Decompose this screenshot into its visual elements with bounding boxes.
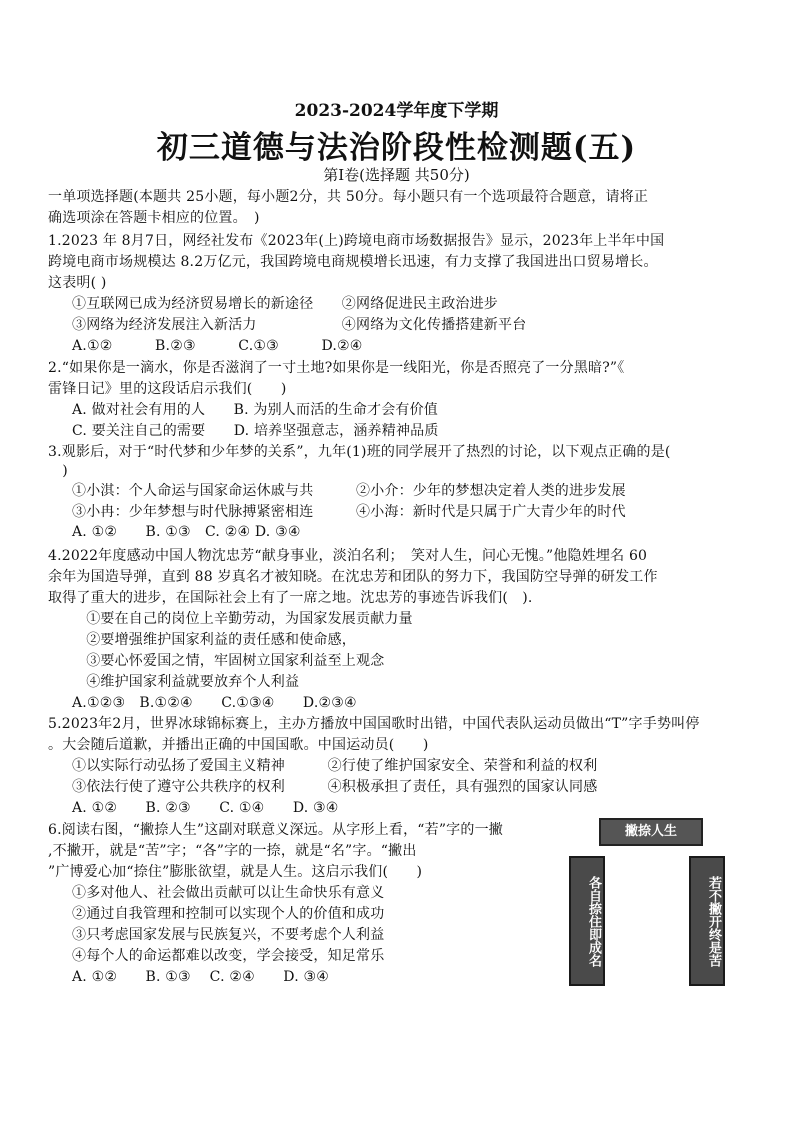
q3-stem-2: ) xyxy=(48,463,68,479)
q6-item-4: ④每个人的命运都难以改变，学会接受，知足常乐 xyxy=(72,948,385,964)
instructions-line-2: 确选项涂在答题卡相应的位置。 ) xyxy=(48,210,260,226)
q3-option-line-2: ③小冉：少年梦想与时代脉搏紧密相连 ④小海：新时代是只属于广大青少年的时代 xyxy=(72,504,626,520)
q2-option-line-2: C. 要关注自己的需要 D. 培养坚强意志，涵养精神品质 xyxy=(72,423,439,439)
q1-option-line-1: ①互联网已成为经济贸易增长的新途径 ②网络促进民主政治进步 xyxy=(72,296,498,312)
q4-item-3: ③要心怀爱国之情，牢固树立国家利益至上观念 xyxy=(72,653,385,669)
q4-item-4: ④维护国家利益就要放弃个人利益 xyxy=(72,674,300,690)
q5-option-line-2: ③依法行使了遵守公共秩序的权利 ④积极承担了责任，具有强烈的国家认同感 xyxy=(72,779,598,795)
part-heading: 第Ⅰ卷(选择题 共50分) xyxy=(323,166,470,184)
couplet-banner: 撇捺人生 xyxy=(599,818,703,846)
q6-item-3: ③只考虑国家发展与民族复兴，不要考虑个人利益 xyxy=(72,927,385,943)
q4-item-2: ②要增强维护国家利益的责任感和使命感， xyxy=(72,632,356,648)
q6-stem-1: 6.阅读右图，“撇捺人生”这副对联意义深远。从字形上看，“若”字的一撇 xyxy=(48,822,503,838)
q2-stem-1: 2.“如果你是一滴水，你是否滋润了一寸土地?如果你是一线阳光，你是否照亮了一分黑暗?”《 xyxy=(48,360,625,376)
q1-stem-2: 跨境电商市场规模达 8.2万亿元，我国跨境电商规模增长迅速，有力支撑了我国进出口贸易增长。 xyxy=(48,254,658,270)
q6-stem-3: ”广博爱心加“捺住”膨胀欲望，就是人生。这启示我们( ) xyxy=(48,864,423,880)
q2-option-line-1: A. 做对社会有用的人 B. 为别人而活的生命才会有价值 xyxy=(72,402,438,418)
q3-answers: A. ①② B. ①③ C. ②④ D. ③④ xyxy=(72,524,301,540)
q5-stem-2: 。大会随后道歉，并播出正确的中国国歌。中国运动员( ) xyxy=(48,737,429,753)
q5-stem-1: 5.2023年2月，世界冰球锦标赛上，主办方播放中国国歌时出错，中国代表队运动员做出“T”字手势叫停 xyxy=(48,716,700,732)
q1-answers: A.①② B.②③ C.①③ D.②④ xyxy=(72,338,363,354)
q6-stem-2: ,不撇开，就是“苦”字；“各”字的一捺，就是“名”字。“撇出 xyxy=(48,843,417,859)
couplet-figure xyxy=(563,812,733,992)
q6-item-2: ②通过自我管理和控制可以实现个人的价值和成功 xyxy=(72,906,385,922)
q4-stem-3: 取得了重大的进步，在国际社会上有了一席之地。沈忠芳的事迹告诉我们( ). xyxy=(48,590,533,606)
q4-stem-1: 4.2022年度感动中国人物沈忠芳“献身事业，淡泊名利； 笑对人生，问心无愧。”他隐姓埋名 60 xyxy=(48,548,648,564)
q2-stem-2: 雷锋日记》里的这段话启示我们( ) xyxy=(48,381,287,397)
q1-stem-3: 这表明( ) xyxy=(48,275,107,291)
q4-answers: A.①②③ B.①②④ C.①③④ D.②③④ xyxy=(72,695,357,711)
q1-option-line-2: ③网络为经济发展注入新活力 ④网络为文化传播搭建新平台 xyxy=(72,317,527,333)
instructions-line-1: 一单项选择题(本题共 25小题，每小题2分，共 50分。每小题只有一个选项最符合题意，请将正 xyxy=(48,189,649,205)
q4-stem-2: 余年为国造导弹，直到 88 岁真名才被知晓。在沈忠芳和团队的努力下，我国防空导弹的研发工作 xyxy=(48,569,658,585)
q4-item-1: ①要在自己的岗位上辛勤劳动，为国家发展贡献力量 xyxy=(72,611,413,627)
school-year: 2023-2024学年度下学期 xyxy=(294,101,499,121)
couplet-right-scroll: 若不撇开终是苦 xyxy=(689,856,725,986)
q6-item-1: ①多对他人、社会做出贡献可以让生命快乐有意义 xyxy=(72,885,385,901)
couplet-left-scroll: 各自捺住即成名 xyxy=(569,856,605,986)
exam-title: 初三道德与法治阶段性检测题(五) xyxy=(156,130,637,166)
q6-answers: A. ①② B. ①③ C. ②④ D. ③④ xyxy=(72,969,329,985)
q5-option-line-1: ①以实际行动弘扬了爱国主义精神 ②行使了维护国家安全、荣誉和利益的权利 xyxy=(72,758,598,774)
q1-stem-1: 1.2023 年 8月7日，网经社发布《2023年(上)跨境电商市场数据报告》显示，2023年上半年中国 xyxy=(48,233,665,249)
q5-answers: A. ①② B. ②③ C. ①④ D. ③④ xyxy=(72,800,339,816)
q3-stem-1: 3.观影后，对于“时代梦和少年梦的关系”，九年(1)班的同学展开了热烈的讨论，以下观点正确的是( xyxy=(48,444,671,460)
q3-option-line-1: ①小淇：个人命运与国家命运休戚与共 ②小介：少年的梦想决定着人类的进步发展 xyxy=(72,483,626,499)
